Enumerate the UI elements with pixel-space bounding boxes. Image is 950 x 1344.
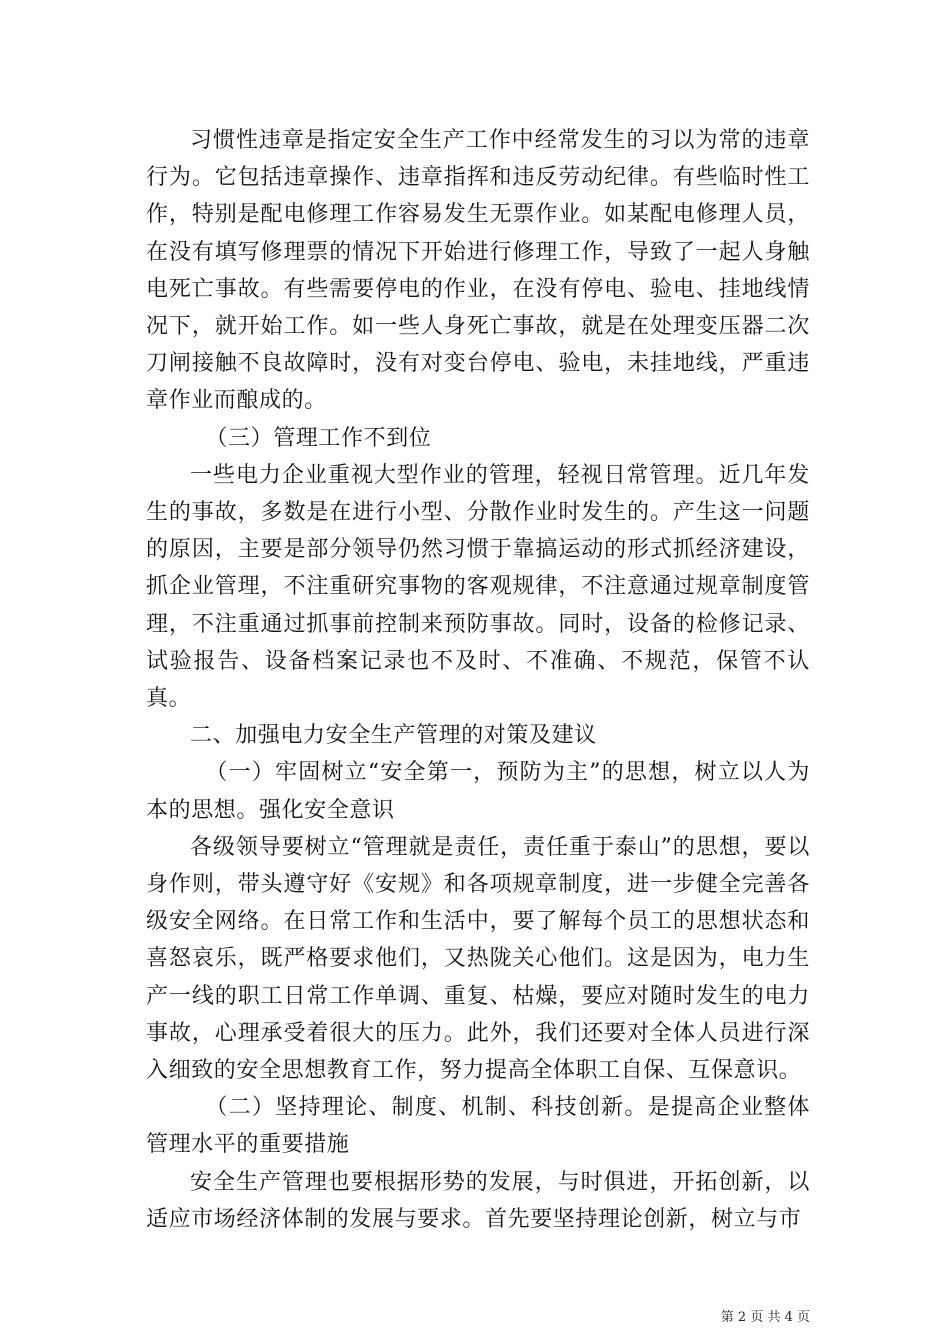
- paragraph-management-issues: 一些电力企业重视大型作业的管理，轻视日常管理。近几年发生的事故，多数是在进行小型、分散作业时发生的。产生这一问题的原因，主要是部分领导仍然习惯于靠搞运动的形式抓经济建设，抓企业管理，不注重研究事物的客观规律，不注意通过规章制度管理，不注重通过抓事前控制来预防事故。同时，设备的检修记录、试验报告、设备档案记录也不及时、不准确、不规范，保管不认真。: [146, 462, 810, 712]
- paragraph-innovation: 安全生产管理也要根据形势的发展，与时俱进，开拓创新，以适应市场经济体制的发展与要求。首先要坚持理论创新，树立与市: [146, 1169, 810, 1232]
- page-number-footer: 第 2 页 共 4 页: [720, 1310, 810, 1325]
- subheading-innovation: （二）坚持理论、制度、机制、科技创新。是提高企业整体管理水平的重要措施: [146, 1095, 810, 1158]
- paragraph-leadership-responsibility: 各级领导要树立“管理就是责任，责任重于泰山”的思想，要以身作则，带头遵守好《安规》和各项规章制度，进一步健全完善各级安全网络。在日常工作和生活中，要了解每个员工的思想状态和喜怒哀乐，既严格要求他们，又热陇关心他们。这是因为，电力生产一线的职工日常工作单调、重复、枯燥，要应对随时发生的电力事故，心理承受着很大的压力。此外，我们还要对全体人员进行深入细致的安全思想教育工作，努力提高全体职工自保、互保意识。: [146, 834, 810, 1084]
- section-heading-countermeasures: 二、加强电力安全生产管理的对策及建议: [190, 723, 597, 749]
- document-body: [146, 122, 810, 1238]
- paragraph-habitual-violation: 习惯性违章是指定安全生产工作中经常发生的习以为常的违章行为。它包括违章操作、违章指挥和违反劳动纪律。有些临时性工作，特别是配电修理工作容易发生无票作业。如某配电修理人员，在没有填写修理票的情况下开始进行修理工作，导致了一起人身触电死亡事故。有些需要停电的作业，在没有停电、验电、挂地线情况下，就开始工作。如一些人身死亡事故，就是在处理变压器二次刀闸接触不良故障时，没有对变台停电、验电，未挂地线，严重违章作业而酿成的。: [146, 128, 810, 414]
- subheading-safety-first: （一）牢固树立“安全第一，预防为主”的思想，树立以人为本的思想。强化安全意识: [146, 760, 810, 823]
- subheading-management-inadequate: （三）管理工作不到位: [205, 425, 432, 451]
